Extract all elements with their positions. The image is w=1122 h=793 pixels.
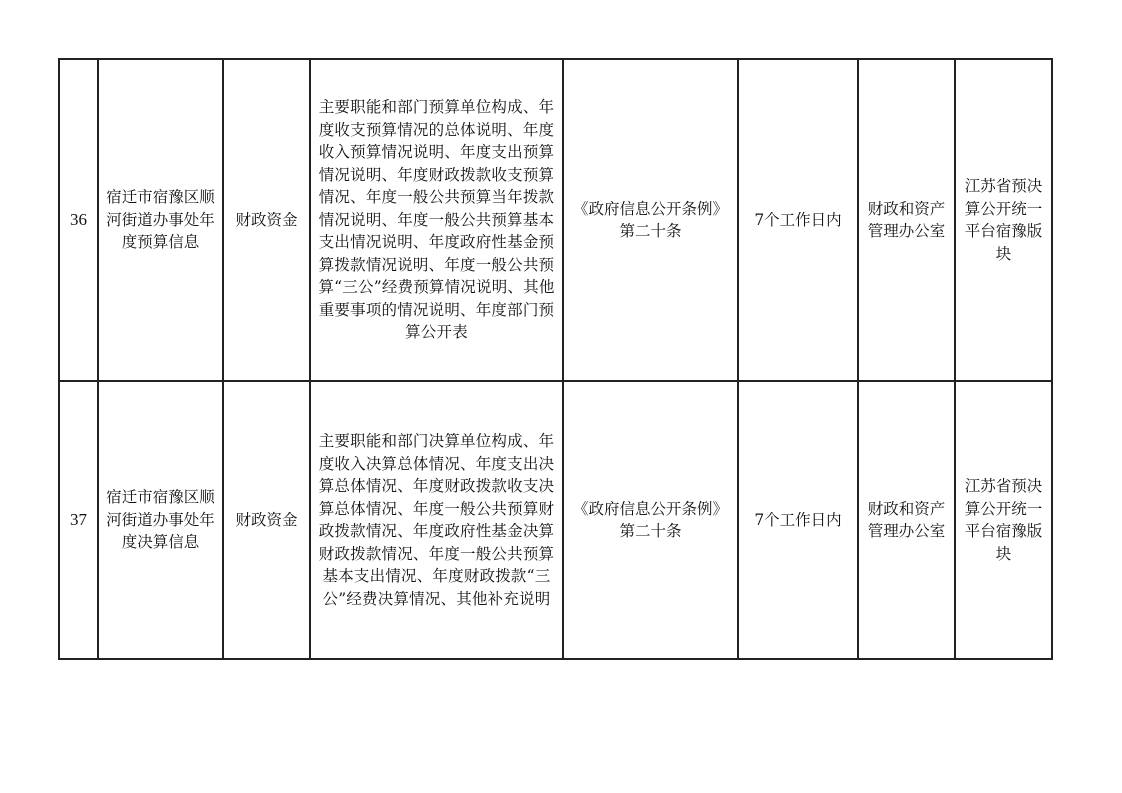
legal-basis: 《政府信息公开条例》第二十条	[563, 381, 738, 659]
time-limit: 7个工作日内	[738, 59, 858, 381]
table-row	[59, 59, 1052, 381]
time-limit: 7个工作日内	[738, 381, 858, 659]
publish-channel: 江苏省预决算公开统一平台宿豫版块	[955, 59, 1052, 381]
info-category: 财政资金	[223, 381, 310, 659]
row-number: 37	[59, 381, 98, 659]
responsible-department: 财政和资产管理办公室	[858, 59, 955, 381]
row-number: 36	[59, 59, 98, 381]
table-row	[59, 381, 1052, 659]
responsible-department: 财政和资产管理办公室	[858, 381, 955, 659]
disclosure-table	[58, 58, 1053, 660]
legal-basis: 《政府信息公开条例》第二十条	[563, 59, 738, 381]
info-content: 主要职能和部门决算单位构成、年度收入决算总体情况、年度支出决算总体情况、年度财政拨款收支决算总体情况、年度一般公共预算财政拨款情况、年度政府性基金决算财政拨款情况、年度一般公共预算基本支出情况、年度财政拨款“三公”经费决算情况、其他补充说明	[310, 381, 563, 659]
info-content: 主要职能和部门预算单位构成、年度收支预算情况的总体说明、年度收入预算情况说明、年度支出预算情况说明、年度财政拨款收支预算情况、年度一般公共预算当年拨款情况说明、年度一般公共预算基本支出情况说明、年度政府性基金预算拨款情况说明、年度一般公共预算“三公”经费预算情况说明、其他重要事项的情况说明、年度部门预算公开表	[310, 59, 563, 381]
info-category: 财政资金	[223, 59, 310, 381]
info-name: 宿迁市宿豫区顺河街道办事处年度预算信息	[98, 59, 223, 381]
info-name: 宿迁市宿豫区顺河街道办事处年度决算信息	[98, 381, 223, 659]
publish-channel: 江苏省预决算公开统一平台宿豫版块	[955, 381, 1052, 659]
